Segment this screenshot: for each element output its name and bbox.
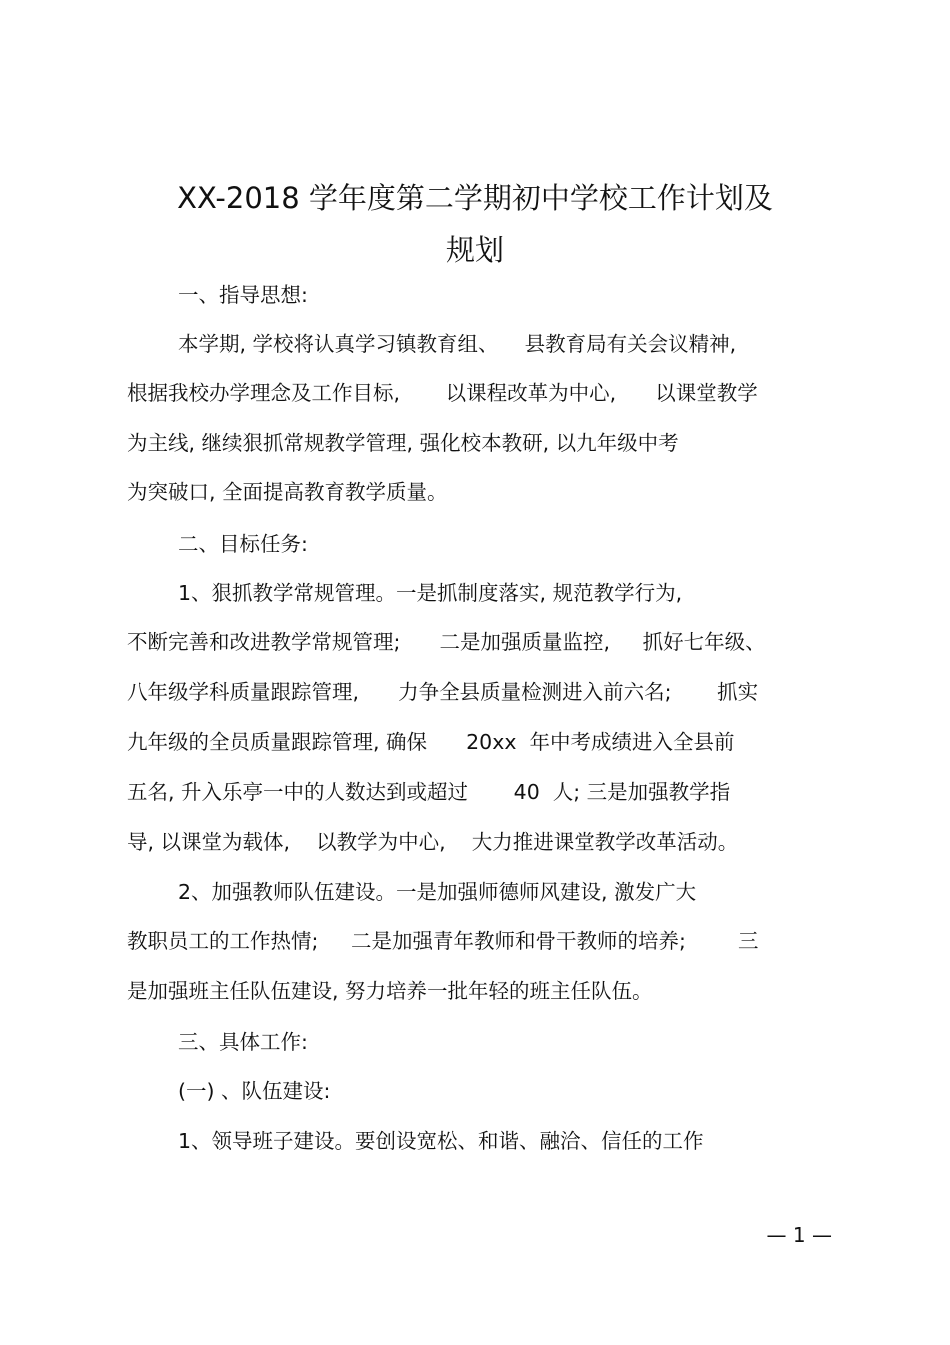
paragraph-line: 教职员工的工作热情; 二是加强青年教师和骨干教师的培养; 三 [127,929,759,953]
paragraph-line: 本学期, 学校将认真学习镇教育组、 县教育局有关会议精神, [178,332,737,356]
subsection-heading-team-building: (一) 、队伍建设: [178,1079,331,1103]
paragraph-line: 是加强班主任队伍建设, 努力培养一批年轻的班主任队伍。 [127,979,653,1003]
paragraph-line: 八年级学科质量跟踪管理, 力争全县质量检测进入前六名; 抓实 [127,680,759,704]
document-title-line-2: 规划 [445,233,504,267]
paragraph-line: 不断完善和改进教学常规管理; 二是加强质量监控, 抓好七年级、 [127,630,766,654]
paragraph-line: 2、加强教师队伍建设。一是加强师德师风建设, 激发广大 [178,880,697,904]
page-number: — 1 — [766,1223,832,1247]
paragraph-line: 1、领导班子建设。要创设宽松、和谐、融洽、信任的工作 [178,1129,704,1153]
paragraph-line: 九年级的全员质量跟踪管理, 确保 20xx 年中考成绩进入全县前 [127,730,735,754]
paragraph-line: 导, 以课堂为载体, 以教学为中心, 大力推进课堂教学改革活动。 [127,830,739,854]
paragraph-line: 五名, 升入乐亭一中的人数达到或超过 40 人; 三是加强教学指 [127,780,731,804]
section-heading-specific-work: 三、具体工作: [178,1030,308,1054]
section-heading-guiding-thought: 一、指导思想: [178,283,308,307]
paragraph-line: 1、狠抓教学常规管理。一是抓制度落实, 规范教学行为, [178,581,683,605]
document-title-line-1: XX-2018 学年度第二学期初中学校工作计划及 [177,181,773,215]
paragraph-line: 为突破口, 全面提高教育教学质量。 [127,480,448,504]
section-heading-goals: 二、目标任务: [178,532,308,556]
paragraph-line: 根据我校办学理念及工作目标, 以课程改革为中心, 以课堂教学 [127,381,758,405]
paragraph-line: 为主线, 继续狠抓常规教学管理, 强化校本教研, 以九年级中考 [127,431,679,455]
